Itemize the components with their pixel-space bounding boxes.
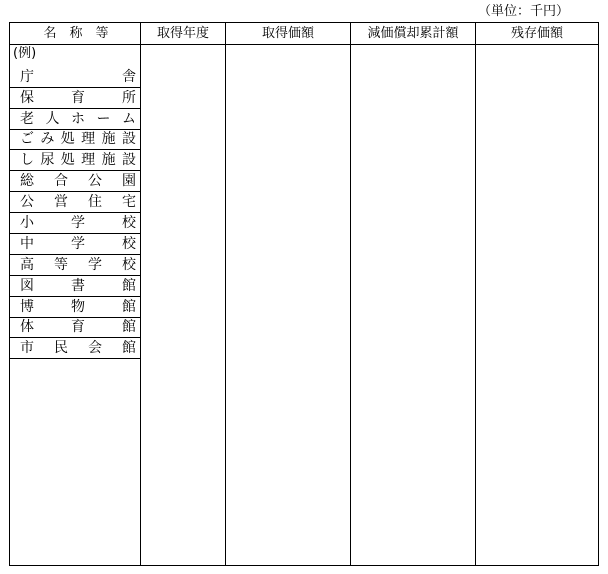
header-accumulated-depreciation: 減価償却累計額 [367, 26, 459, 41]
facility-row-label: ご み 処 理 施 設 [20, 131, 136, 147]
header-remaining-value: 残存価額 [510, 26, 563, 41]
header-divider [10, 44, 598, 45]
column-divider [475, 23, 476, 565]
facility-row-label: 図 書 館 [20, 278, 136, 294]
facility-row-label: 保 育 所 [20, 90, 136, 106]
asset-table [9, 22, 599, 566]
column-divider [225, 23, 226, 565]
facility-row-label: 老 人 ホ ー ム [20, 111, 136, 127]
example-label: (例) [13, 46, 37, 61]
facility-row-label: 庁 舎 [20, 69, 136, 85]
facility-row-label: 体 育 館 [20, 319, 136, 335]
facility-row-label: 高 等 学 校 [20, 257, 136, 273]
facility-row-label: 総 合 公 園 [20, 173, 136, 189]
unit-label: （単位：千円） [478, 4, 570, 19]
column-divider [140, 23, 141, 565]
row-separator [10, 358, 141, 359]
header-acquisition-year: 取得年度 [156, 26, 209, 41]
facility-row-label: 小 学 校 [20, 215, 136, 231]
facility-row-label: 市 民 会 館 [20, 340, 136, 356]
facility-row-label: 中 学 校 [20, 236, 136, 252]
header-name: 名 称 等 [43, 26, 109, 41]
column-divider [350, 23, 351, 565]
facility-row-label: 公 営 住 宅 [20, 194, 136, 210]
header-acquisition-price: 取得価額 [261, 26, 314, 41]
facility-row-label: し 尿 処 理 施 設 [20, 152, 136, 168]
facility-row-label: 博 物 館 [20, 299, 136, 315]
